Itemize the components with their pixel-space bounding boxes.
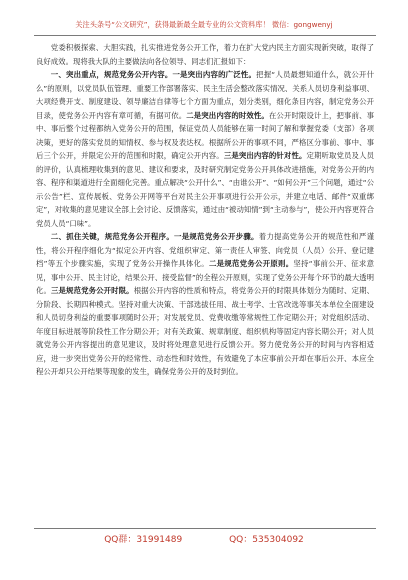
section-2-point-1-text: 着力提高党务公开的规范性和严谨性，将公开程序细化为“拟定公开内容、党组织审定、第一责任人审签、向党员（人员）公开、登记建档”等五个步骤实施，实现了党务公开操作具体化。 [36,232,374,268]
section-2-point-3-title: 三是规范党务公开时限。 [51,286,134,295]
footer-qq-number: QQ：535304092 [229,535,304,545]
intro-paragraph: 党委积极探索、大胆实践，扎实推进党务公开工作，着力在扩大党内民主方面实现新突破，取得了良好成效。现将我大队的主要做法向各位领导、同志们汇报如下： [36,43,374,66]
section-1-point-1-title: 一是突出内容的广泛性。 [172,70,257,79]
footer-contact [0,534,408,546]
section-2-point-2-title: 二是规范党务公开原则。 [208,259,294,268]
section-1-point-2-text: 在公开时限设计上，把事前、事中、事后整个过程都纳入党务公开的范围，保证党员人员能够在第一时间了解和掌握党委（支部）各项决策，更好的落实党员的知情权、参与权及表达权。根据所公开的事项不同，严格区分事前、事中、事后三个公开，并限定公开的范围和时限，确定公开内容。 [36,110,374,160]
section-2-point-3-text: 根据公开内容的性质和特点，将党务公开的时限具体划分为随时、定期、分阶段、长期四种模式。坚持对重大决策、干部选拔任用、战士考学、士官改选等事关本单位全面建设和人员切身利益的重要事项随时公开；对发展党员、党费收缴等常规性工作定期公开；对党组织活动、年度目标进展等阶段性工作分期公开；对有关政策、规章制度、组织机构等固定内容长期公开；对人员就党务公开内容提出的意见建议，及时将处理意见进行反馈公开。努力使党务公开的时间与内容相适应，进一步突出党务公开的经常性、动态性和时效性，有效避免了本应事前公开却在事后公开、本应全程公开却只公开结果等现象的发生，确保党务公开的及时到位。 [36,286,374,376]
footer-divider [34,528,376,529]
header-divider [34,35,376,36]
section-1-point-2-title: 二是突出内容的时效性。 [186,110,269,120]
document-body [36,41,374,527]
section-1-point-3-text: 定期听取党员及人员的评价，认真梳理收集到的意见、建议和要求，及时研究制定党务公开具体改进措施，对党务公开的内容、程序和渠道进行全面细化完善。重点解决“公开什么”、“由谁公开”、“如何公开”三个问题，通过“公示公告”栏、宣传展板、党务公开网等平台对民主公开事项进行公开公示，并建立电话、邮件“双重绑定”，对收集的意见建议全部上会讨论、反馈落实，通过由“被动知情”到“主动参与”，使公开内容更符合党员人员“口味”。 [36,151,374,228]
footer-qq-group: QQ群：31991489 [104,535,183,545]
section-1-heading: 一、突出重点，规范党务公开内容。 [50,70,173,79]
header-notice: 关注头条号“公文研究”，获得最新最全最专业的公文资料库！ 微信：gongwenyj [75,20,333,29]
section-1-paragraph [36,68,374,230]
section-2-point-2-text: 坚持“事前公开、征求意见，事中公开、民主讨论，结果公开、接受监督”的全程公开原则，实现了党务公开每个环节的最大透明化。 [36,259,374,295]
section-2-point-1-title: 一是规范党务公开步骤。 [174,232,259,241]
section-1-point-3-title: 三是突出内容的针对性。 [223,151,307,160]
section-1-point-1-text: 把握“人员最想知道什么，就公开什么”的原则，以党员队伍管理、重要工作部署落实、民主生活会整改落实情况、关系人员切身利益事项、大项经费开支、制度建设、领导廉洁自律等七个方面为重点，划分类别，细化条目内容，制定党务公开目录，使党务公开内容有章可循，有据可依。 [36,70,374,120]
section-2-heading: 二、抓住关键，规范党务公开程序。 [50,232,175,241]
section-2-paragraph [36,230,374,379]
